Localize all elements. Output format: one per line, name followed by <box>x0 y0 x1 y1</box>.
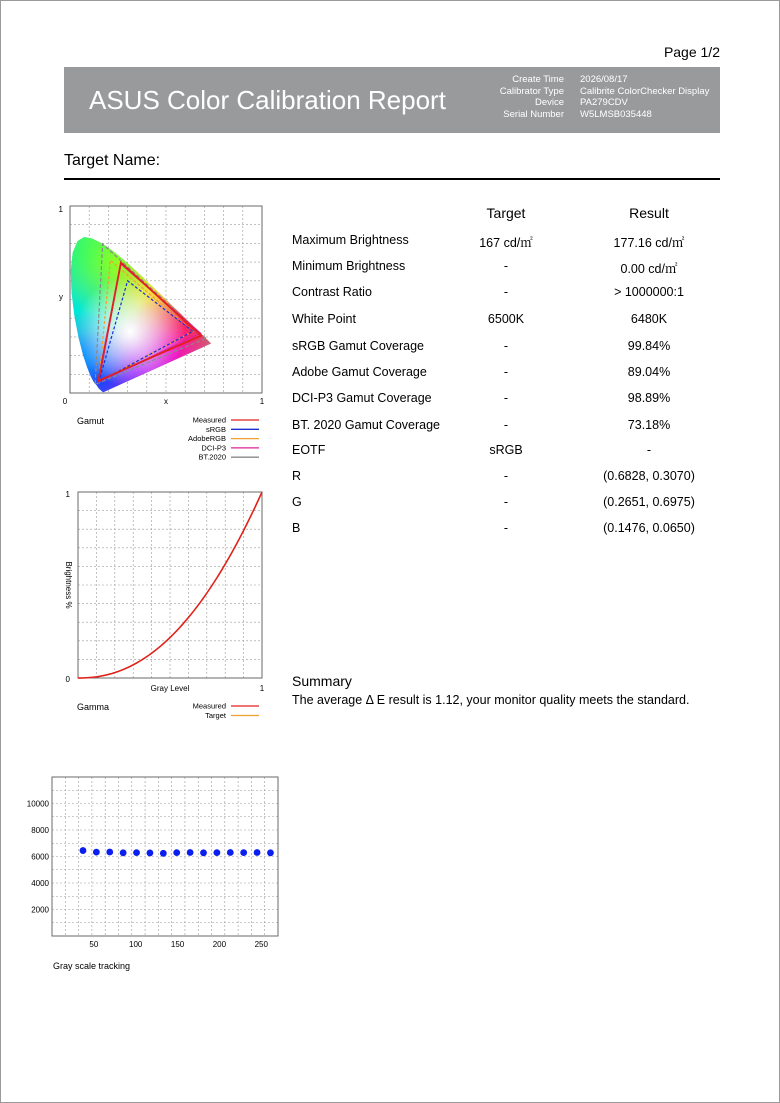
report-header <box>64 67 720 133</box>
data-point <box>147 850 154 857</box>
x-tick-label: 250 <box>254 940 268 949</box>
table-row-label: White Point <box>292 312 356 326</box>
x-tick-label: 50 <box>89 940 99 949</box>
x-axis-label: x <box>164 397 168 406</box>
report-title: ASUS Color Calibration Report <box>89 85 446 115</box>
table-row-target: - <box>503 391 509 405</box>
table-row-label: B <box>292 521 301 535</box>
y-axis-label: y <box>59 292 63 302</box>
data-point <box>254 849 261 856</box>
chart-title: Gamma <box>77 702 110 712</box>
data-point <box>120 849 127 856</box>
x-axis-label: Gray Level <box>150 684 190 693</box>
y-tick-label: 6000 <box>31 852 49 862</box>
chromaticity-diagram <box>50 200 262 430</box>
table-header-result: Result <box>629 205 669 221</box>
table-row-target: - <box>503 365 509 379</box>
x-tick-label: 0 <box>62 397 68 406</box>
table-row-result: 6480K <box>630 312 668 326</box>
table-row-result: 99.84% <box>627 339 671 353</box>
legend-label: sRGB <box>205 424 226 434</box>
y-tick-label: 1 <box>58 205 63 214</box>
gamma-chart <box>50 485 280 725</box>
table-header-target: Target <box>486 205 526 221</box>
x-tick-label: 0 <box>65 675 70 684</box>
legend-label: Target <box>205 711 226 720</box>
data-point <box>80 847 87 854</box>
table-row-target: - <box>503 339 509 353</box>
data-point <box>187 849 194 856</box>
meta-value-calibrator-type: Calibrite ColorChecker Display <box>580 85 710 97</box>
page-number: Page 1/2 <box>663 44 720 60</box>
meta-label-serial-number: Serial Number <box>503 108 564 120</box>
meta-labels <box>500 74 564 120</box>
meta-label-calibrator-type: Calibrator Type <box>499 85 564 97</box>
table-row-target: 167 cd/㎡ <box>479 236 533 250</box>
table-row-target: - <box>503 259 509 273</box>
data-point <box>173 849 180 856</box>
table-row-target: - <box>503 495 509 509</box>
table-row-result: 177.16 cd/㎡ <box>613 236 685 250</box>
meta-value-create-time: 2026/08/17 <box>580 74 628 85</box>
table-row-result: 73.18% <box>627 418 671 432</box>
gamut-chart <box>50 200 280 465</box>
table-row-target: 6500K <box>487 312 525 326</box>
y-axis-label: Brightness % <box>64 561 73 609</box>
y-tick-label: 2000 <box>31 905 49 915</box>
data-point <box>200 849 207 856</box>
legend-label: AdobeRGB <box>188 434 226 444</box>
meta-label-device: Device <box>534 97 564 108</box>
data-point <box>106 849 113 856</box>
table-row-label: Maximum Brightness <box>292 233 409 247</box>
table-row-label: EOTF <box>292 443 326 457</box>
y-tick-label: 4000 <box>31 879 49 888</box>
table-row-result: 89.04% <box>627 365 671 379</box>
x-tick-label: 1 <box>259 397 265 406</box>
data-point <box>93 849 100 856</box>
meta-value-device: PA279CDV <box>580 97 628 108</box>
x-tick-label: 150 <box>170 940 185 949</box>
x-tick-label: 100 <box>129 940 143 949</box>
legend-label: BT.2020 <box>198 452 226 462</box>
table-row-result: > 1000000:1 <box>614 285 684 299</box>
data-point <box>160 850 167 857</box>
table-row-target: - <box>503 521 509 535</box>
meta-label-create-time: Create Time <box>512 74 564 85</box>
data-point <box>213 849 220 856</box>
table-row-target: sRGB <box>489 443 523 457</box>
gray-scale-tracking-chart <box>20 770 285 980</box>
chart-title: Gray scale tracking <box>53 961 131 971</box>
summary-title: Summary <box>292 673 352 689</box>
table-row-label: sRGB Gamut Coverage <box>292 339 424 353</box>
meta-value-serial-number: W5LMSB035448 <box>580 108 652 120</box>
table-row-result: 0.00 cd/㎡ <box>620 262 678 276</box>
table-row-result: (0.6828, 0.3070) <box>603 469 695 483</box>
table-row-result: (0.1476, 0.0650) <box>603 521 695 535</box>
table-row-label: G <box>292 495 302 509</box>
meta-values <box>580 74 709 120</box>
table-row-target: - <box>503 285 509 299</box>
target-name-label: Target Name: <box>64 152 161 169</box>
table-row-result: - <box>646 443 652 457</box>
data-point <box>133 849 140 856</box>
chart-title: Gamut <box>77 416 105 426</box>
y-tick-label: 1 <box>65 490 70 499</box>
table-row-label: Adobe Gamut Coverage <box>292 365 427 379</box>
data-point <box>227 849 234 856</box>
legend-label: DCI-P3 <box>201 443 226 453</box>
x-tick-label: 1 <box>259 684 265 693</box>
header-divider <box>64 178 720 180</box>
table-row-target: - <box>503 418 509 432</box>
legend-label: Measured <box>192 701 226 711</box>
data-point <box>240 849 247 856</box>
y-tick-label: 10000 <box>26 799 49 809</box>
table-row-label: Contrast Ratio <box>292 285 372 299</box>
x-tick-label: 200 <box>212 940 227 949</box>
data-point <box>267 849 274 856</box>
table-row-label: Minimum Brightness <box>292 259 406 273</box>
table-row-result: 98.89% <box>627 391 671 405</box>
table-row-result: (0.2651, 0.6975) <box>603 495 695 509</box>
table-row-label: BT. 2020 Gamut Coverage <box>292 418 440 432</box>
table-row-label: DCI-P3 Gamut Coverage <box>292 391 432 405</box>
table-row-target: - <box>503 469 509 483</box>
summary-text: The average Δ E result is 1.12, your monitor quality meets the standard. <box>292 693 690 707</box>
y-tick-label: 8000 <box>31 826 49 835</box>
legend-label: Measured <box>192 415 226 425</box>
table-row-label: R <box>292 469 302 483</box>
